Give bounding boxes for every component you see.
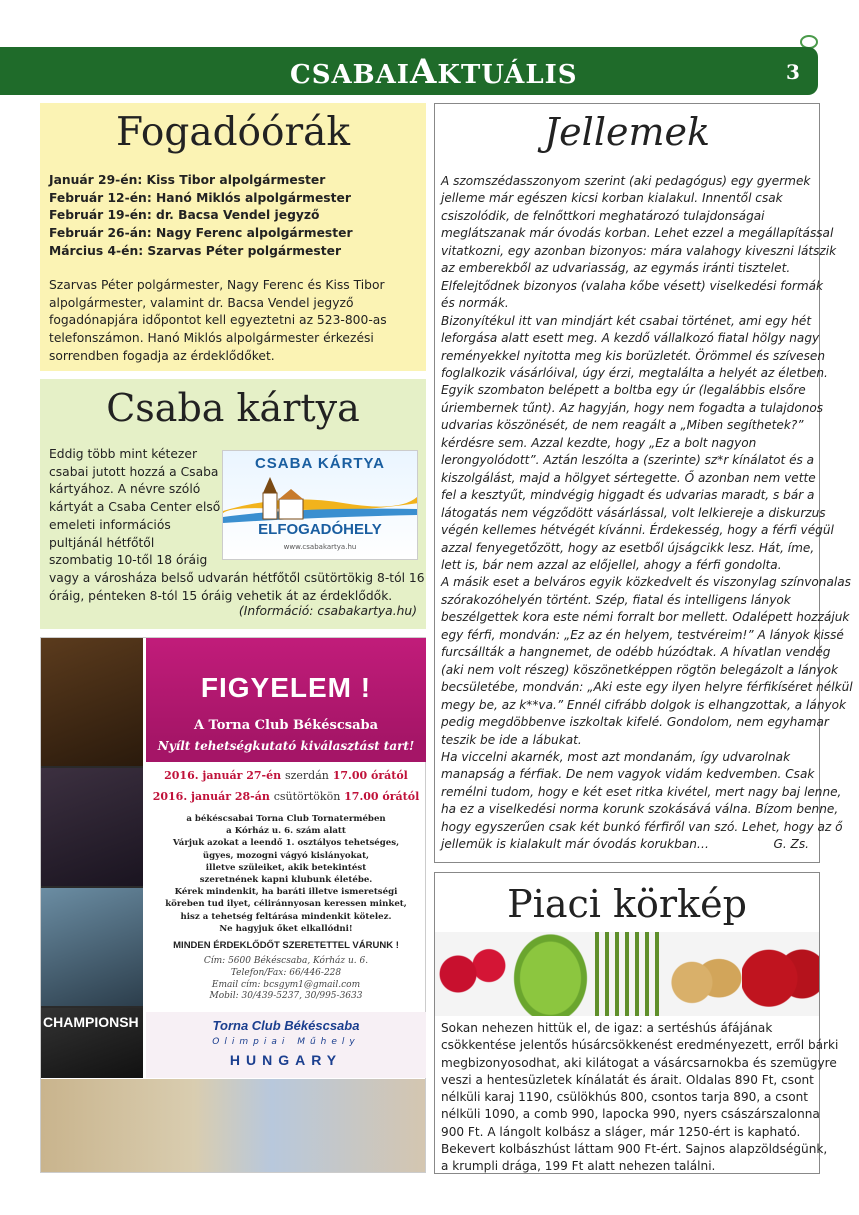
contact-line: Mobil: 30/439-5237, 30/995-3633 — [209, 991, 363, 1002]
text-line: leforgása alatt esett meg. A kezdő vállalkozó fiatal hölgy nagy — [441, 331, 820, 346]
logo-line: Olimpiai Műhely — [212, 1037, 360, 1047]
schedule-item: Február 12-én: Hanó Miklós alpolgármester — [49, 190, 351, 205]
torna-club-logo — [146, 1012, 426, 1078]
piaci-korkep-title: Piaci körkép — [507, 882, 747, 926]
text-line: Elfelejtődnek bizonyos (valaha kőbe vésett) viselkedési formák — [441, 278, 824, 293]
text-line: csabai jutott hozzá a Csaba — [49, 464, 219, 479]
text-line: nélküli karaj 1190, csülökhús 800, csontos tarja 890, a csont — [441, 1090, 809, 1105]
text-line: lerongyolódott”. Aztán leszólta a (szerinte) sz*r kínálatot és a — [441, 453, 815, 468]
text-line: (aki nem volt részeg) köszönetképpen rögtön belegázolt a lányok — [441, 662, 839, 677]
text-line: reményekkel nyitotta meg kis borüzletét. Örömmel és szívesen — [441, 348, 826, 363]
text-line: furcsállták a hangnemet, de odébb húzódtak. A hívatlan vendég — [441, 645, 831, 660]
text-line: jelleme már egészen kicsi korban kialakul. Innentől csak — [441, 191, 783, 206]
author-signature: G. Zs. — [773, 837, 809, 852]
church-icon — [223, 473, 418, 523]
text-line: pultjánál hétfőtől — [49, 535, 155, 550]
text-line: vitatkozni, egy azonban bizonyos: mára valahogy kiveszni látszik — [441, 243, 837, 258]
apple-icon — [742, 932, 819, 1016]
poster-subtitle-2: Nyílt tehetségkutató kiválasztást tart! — [157, 739, 415, 753]
text-line: csökkentése jelentős húsárcsökkenést eredményezett, erről bárki — [441, 1038, 839, 1053]
poster-line: hisz a tehetség feltárása mindenkit kötelez. — [180, 911, 392, 922]
text-line: megy be, az k**va.” Ennél cifrább dolgok is elhangzottak, a lányok — [441, 697, 847, 712]
piaci-korkep-text — [441, 1020, 839, 1176]
text-line: becsületébe, mondván: „Aki este egy ilyen helyre férfikíséret nélkül — [441, 680, 853, 695]
text-line: foglalkozik vásárlóival, úgy érzi, megtalálta a helyét az életben. — [441, 365, 828, 380]
schedule-item: Február 26-án: Nagy Ferenc alpolgármester — [49, 226, 353, 241]
text-line: úriembernek tűnt). Az hagyján, hogy nem fogadta a tulajdonos — [441, 400, 824, 415]
text-line: udvarias köszönését, de nem reagált a „Miben segíthetek?” — [441, 418, 804, 433]
poster-subtitle: A Torna Club Békéscsaba — [193, 718, 379, 733]
logo-line: Torna Club Békéscsaba — [212, 1018, 360, 1033]
schedule-item: Január 29-én: Kiss Tibor alpolgármester — [49, 173, 326, 187]
fogadoorak-text — [49, 277, 419, 366]
vegetables-photo-strip — [435, 932, 819, 1016]
text-line: teszik be ide a lábukat. — [441, 732, 582, 747]
poster-line: ügyes, mozogni vágyó kislányokat, — [202, 850, 370, 861]
text-line: lett is, bár nem azzal az előjellel, ahogy a férfi gondolta. — [441, 557, 782, 572]
text-line: a krumpli drága, 199 Ft alatt nehezen találni. — [441, 1159, 716, 1174]
kids-photos — [41, 1079, 425, 1172]
text-line: A szomszédasszonyom szerint (aki pedagógus) egy gyermek — [441, 174, 811, 188]
text-line: manapság a férfiak. De nem vagyok vidám kedvemben. Csak — [441, 767, 815, 782]
text-line: ha ez a viselkedési norma korunk szokásává válna. Bízom benne, — [441, 802, 839, 817]
logo-line: HUNGARY — [229, 1052, 343, 1068]
radish-icon — [435, 932, 512, 1016]
poster-line: köreben tud ilyet, céliránnyosan keressen minket, — [165, 899, 407, 910]
page-number: 3 — [786, 60, 800, 84]
text-line: A másik eset a belváros egyik közkedvelt és viszonylag színvonalas — [441, 575, 851, 590]
jellemek-text — [441, 173, 853, 854]
text-line: hogy egyszerűen csak két bunkó férfiről van szó. Lehet, hogy az ő — [441, 819, 843, 834]
asparagus-icon — [589, 932, 666, 1016]
text-line: Bizonyítékul itt van mindjárt két csabai történet, ami egy hét — [441, 313, 812, 328]
text-line: kérdésre sem. Azzal kezdte, hogy „Ez a bolt nagyon — [441, 435, 757, 450]
logo-url: www.csabakartya.hu — [283, 543, 357, 551]
text-line: remélni tudom, hogy e két eset ritka kivétel, mert nagy baj lenne, — [441, 784, 842, 799]
text-line: látogatás nem végződött vásárlással, volt lelkiereje a diskurzus — [441, 505, 826, 520]
text-line: kártyát a Csaba Center első — [49, 500, 221, 515]
text-line: beszélgettek kora este némi forralt bor mellett. Odalépett hozzájuk — [441, 610, 850, 625]
poster-line: szeretnének kapni klubunk életébe. — [199, 875, 373, 886]
text-line: 900 Ft. A lángolt kolbász a sláger, már 1250-ért is kapható. — [441, 1124, 801, 1139]
text-line: szórakozóhelyén történt. Szép, fiatal és intelligens lányok — [441, 592, 791, 607]
poster-title: FIGYELEM ! — [200, 672, 372, 703]
text-line: Egyik szombaton belépett a boltba egy úr (legalábbis elsőre — [441, 383, 806, 398]
text-line: sorrendben fogadja az érdeklődőket. — [49, 348, 275, 363]
csaba-kartya-logo — [222, 450, 418, 560]
poster-welcome: MINDEN ÉRDEKLŐDŐT SZERETETTEL VÁRUNK ! — [173, 940, 399, 951]
poster-line: a Kórház u. 6. szám alatt — [226, 826, 346, 837]
text-line: Ha viccelni akarnék, most azt mondanám, így udvarolnak — [441, 749, 791, 764]
text-line: meglátszanak már óvodás korban. Lehet ezzel a megállapítással — [441, 226, 834, 241]
logo-bottom-text: ELFOGADÓHELY — [258, 521, 382, 538]
text-line: szombatig 10-től 18 óráig — [49, 553, 208, 568]
csaba-kartya-title: Csaba kártya — [106, 386, 360, 430]
poster-body — [150, 813, 422, 935]
poster-line: illetve szüleiket, akik betekintést — [205, 862, 367, 873]
contact-line: Email cím: bcsgym1@gmail.com — [211, 979, 361, 990]
text-line: fogadónapjára időpontot kell egyeztetni az 523-800-as — [49, 313, 387, 328]
text-line: Szarvas Péter polgármester, Nagy Ferenc és Kiss Tibor — [49, 278, 385, 292]
championship-banner: CHAMPIONSH — [43, 1014, 139, 1030]
text-line: Sokan nehezen hittük el, de igaz: a sertéshús áfájának — [441, 1021, 773, 1035]
text-line: fel a kesztyűt, mindvégig higgadt és udvarias maradt, s bár a — [441, 488, 815, 503]
gymnast-photo-strip — [41, 638, 143, 1078]
schedule-item: Március 4-én: Szarvas Péter polgármester — [49, 243, 342, 258]
magazine-title: CSABAIAKTUÁLIS — [290, 52, 578, 92]
poster-line: Kérek mindenkit, ha baráti illetve ismeretségi — [174, 887, 398, 898]
text-line: kártyához. A névre szóló — [49, 482, 201, 497]
logo-top-text: CSABA KÁRTYA — [254, 455, 386, 472]
text-line: egy férfi, mondván: „Ez az én helyem, testvéreim!” A lányok kissé — [441, 627, 844, 642]
text-line: pedig megdöbbenve iszkoltak kifelé. Gondolom, nem egyhamar — [441, 715, 829, 730]
fogadoorak-schedule — [49, 172, 419, 261]
text-line: végén kellemes hétvégét kívánni. Érdekesség, hogy a férfi végül — [441, 523, 834, 538]
text-line: vagy a városháza belső udvarán hétfőtől csütörtökig 8-tól 16 — [49, 570, 425, 585]
fogadoorak-title: Fogadóórák — [115, 110, 351, 155]
text-line: Eddig több mint kétezer — [49, 447, 198, 461]
csaba-kartya-info: (Információ: csabakartya.hu) — [238, 604, 417, 618]
text-line: telefonszámon. Hanó Miklós alpolgármester érkezési — [49, 331, 374, 346]
text-line: megbizonyosodhat, aki kilátogat a vásárcsarnokba és szemügyre — [441, 1055, 837, 1070]
text-line: az emberekből az udvariasság, az egymás iránti tisztelet. — [441, 261, 791, 276]
lettuce-icon — [512, 932, 589, 1016]
text-line: jellemük is kialakult már óvodás korukban… — [441, 837, 710, 852]
contact-line: Cím: 5600 Békéscsaba, Kórház u. 6. — [203, 956, 369, 966]
text-line: azzal fenyegetőzött, hogy az esetből újságcikk lesz. Hát, íme, — [441, 540, 815, 555]
poster-contact — [150, 956, 422, 1003]
text-line: óráig, pénteken 8-tól 15 óráig vehetik át az érdeklődők. — [49, 588, 393, 603]
poster-line: a békéscsabai Torna Club Tornatermében — [186, 814, 386, 824]
poster-line: Ne hagyjuk őket elkallódni! — [219, 923, 353, 934]
text-line: csiszolódik, de felnőttkori meghatározó tulajdonságai — [441, 208, 765, 223]
text-line: alpolgármester, valamint dr. Bacsa Vendel jegyző — [49, 295, 354, 310]
poster-date-1: 2016. január 27-én szerdán 17.00 órától — [164, 769, 408, 782]
potato-icon — [665, 932, 742, 1016]
contact-line: Telefon/Fax: 66/446-228 — [230, 967, 342, 978]
poster-line: Várjuk azokat a leendő 1. osztályos tehetséges, — [172, 838, 400, 849]
text-line: és normák. — [441, 296, 509, 311]
schedule-item: Február 19-én: dr. Bacsa Vendel jegyző — [49, 208, 320, 223]
jellemek-title: Jellemek — [543, 110, 711, 154]
poster-date-2: 2016. január 28-án csütörtökön 17.00 órától — [152, 790, 420, 803]
text-line: veszi a hentesüzletek kínálatát és árait. Oldalas 890 Ft, csont — [441, 1072, 814, 1087]
text-line: kiszolgálást, majd a hölgyet sértegette. Ő azonban nem vette — [441, 470, 816, 485]
text-line: emeleti információs — [49, 517, 171, 532]
text-line: nélküli 1090, a comb 990, lapocka 990, nyers császárszalonna — [441, 1107, 820, 1122]
text-line: Bekevert kolbászhúst láttam 900 Ft-ért. Sajnos alapzöldségünk, — [441, 1142, 828, 1157]
